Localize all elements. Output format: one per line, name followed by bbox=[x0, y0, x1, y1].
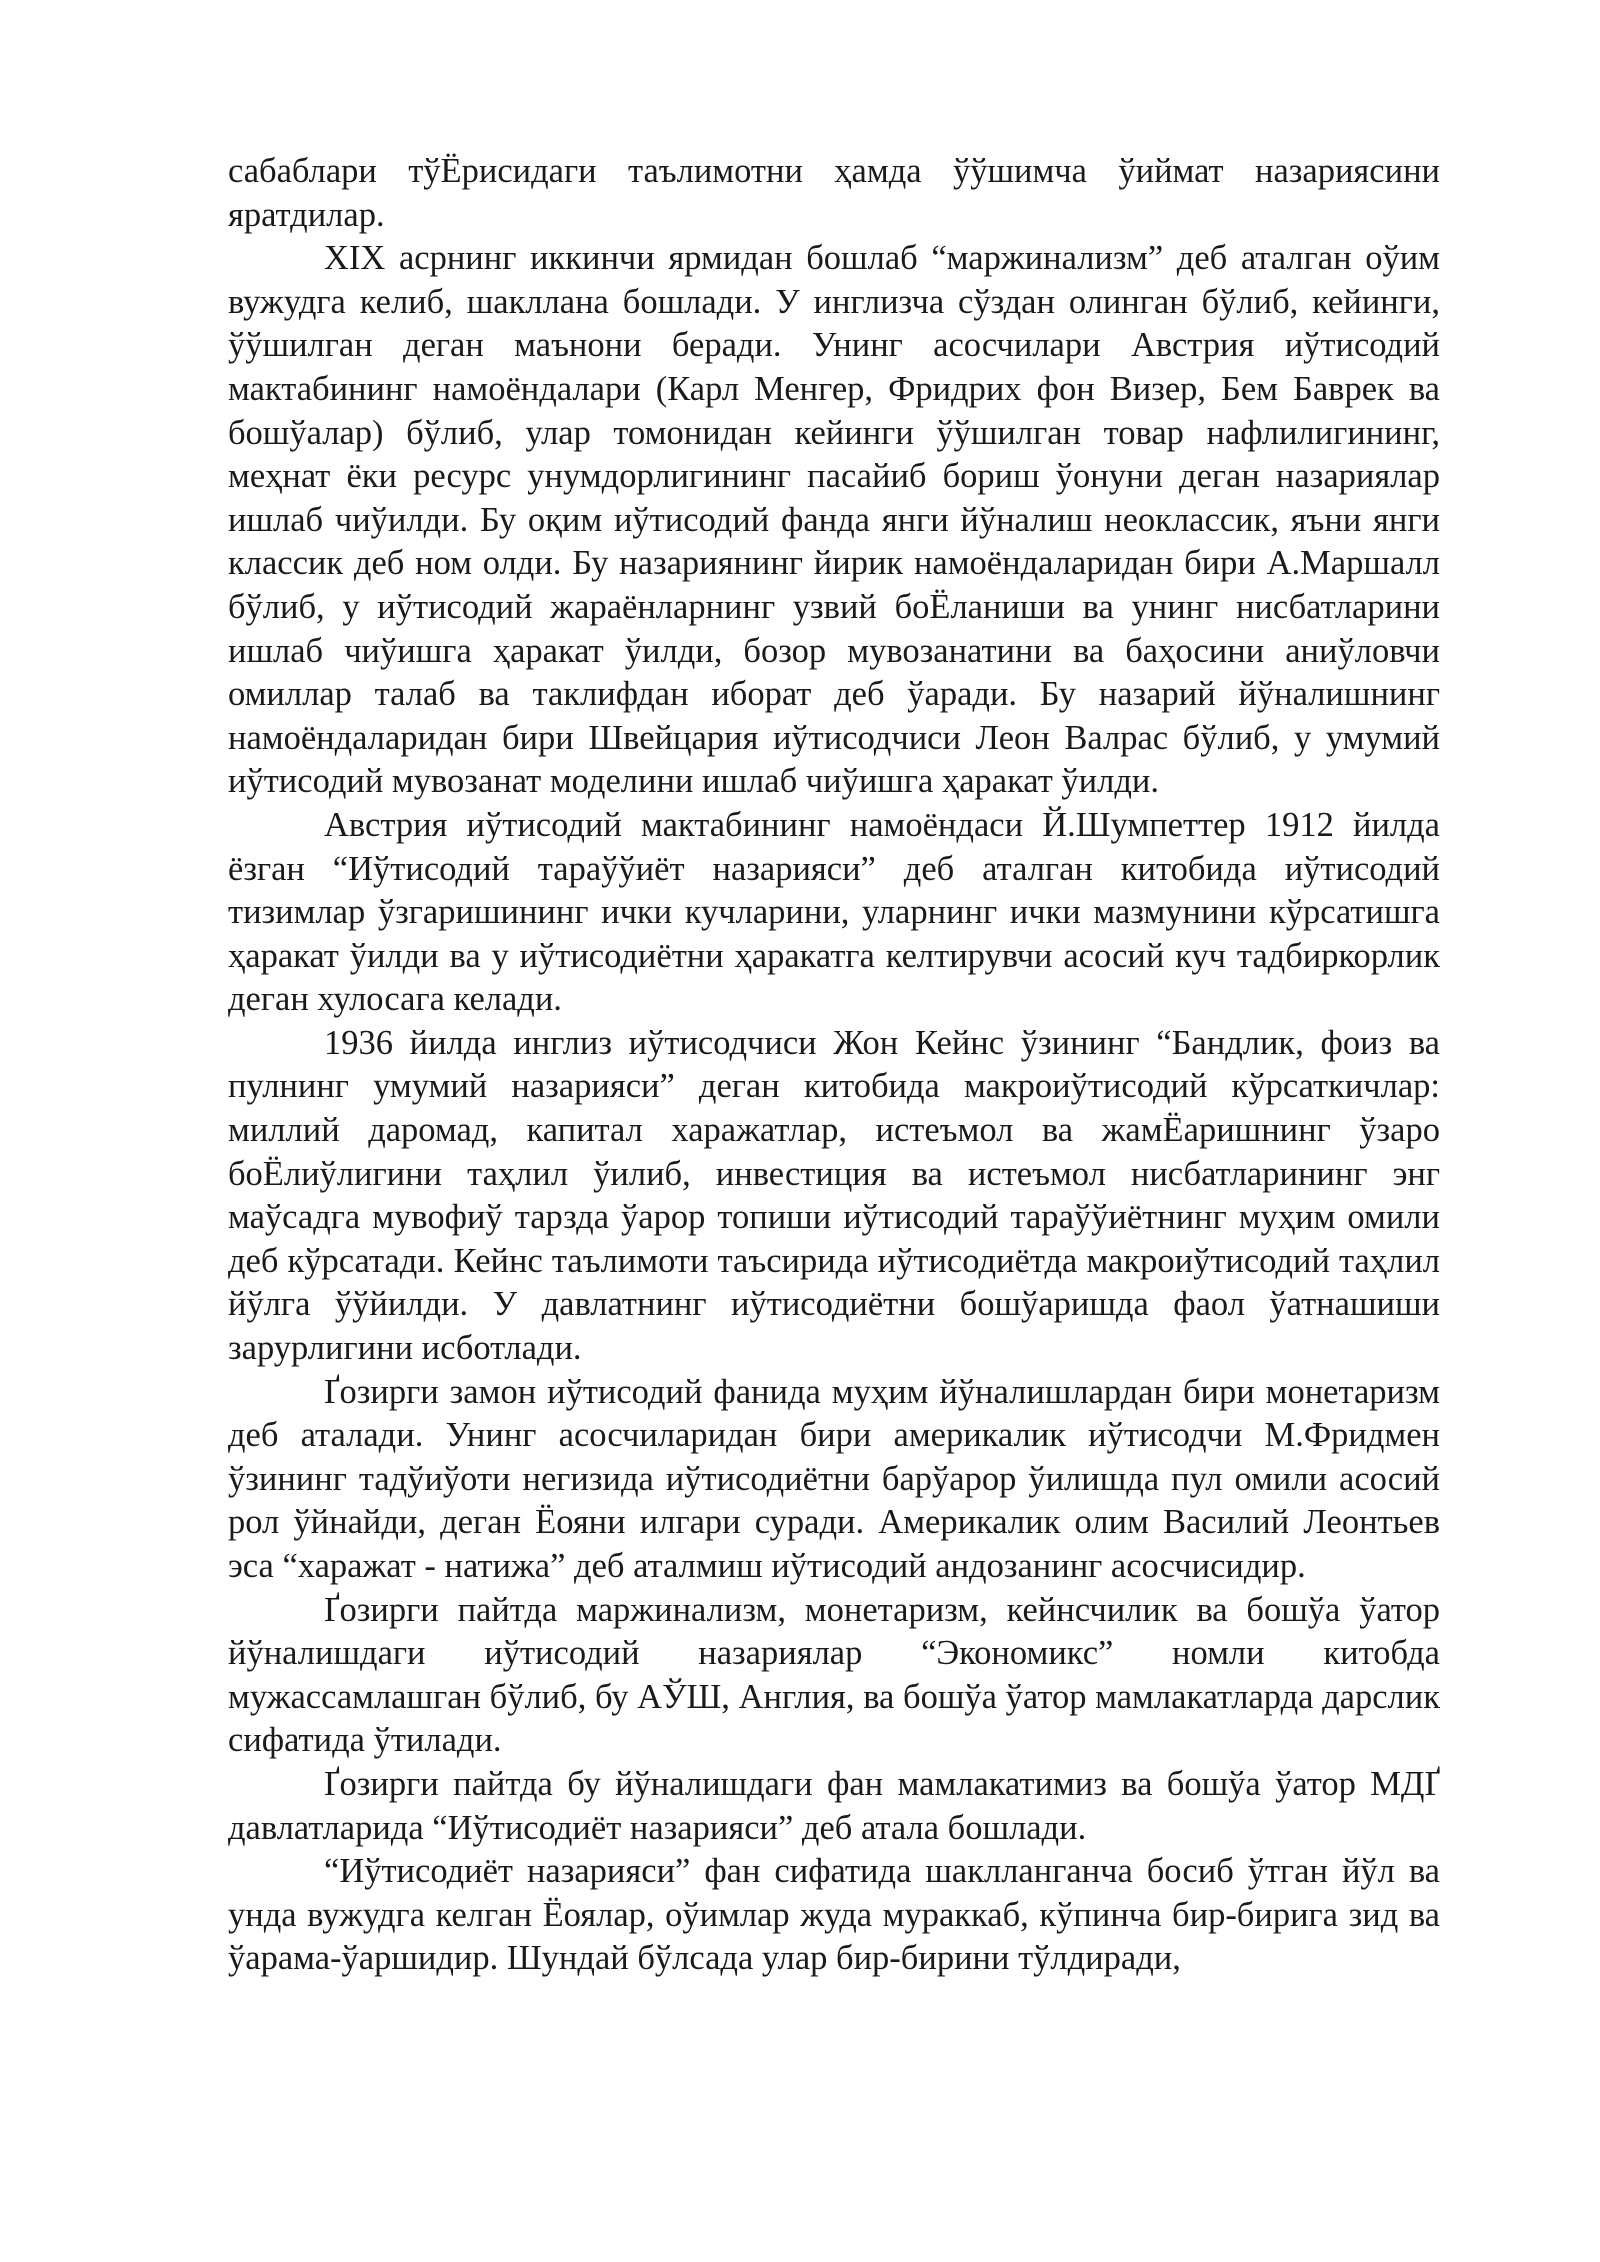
paragraph-cis: Ґозирги пайтда бу йўналишдаги фан мамлакатимиз ва бошўа ўатор МДҐ давлатларида “Иўтисодиёт назарияси” деб атала бошлади. bbox=[228, 1764, 1440, 1847]
document-page bbox=[228, 150, 1440, 1981]
paragraph-monetarism: Ґозирги замон иўтисодий фанида муҳим йўналишлардан бири монетаризм деб аталади. Унинг асосчиларидан бири америкалик иўтисодчи М.Фридмен ўзининг тадўиўоти негизида иўтисодиётни барўарор ўилишда пул омили асосий рол ўйнайди, деган Ёояни илгари суради. Америкалик олим Василий Леонтьев эса “харажат - натижа” деб аталмиш иўтисодий андозанинг асосчисидир. bbox=[228, 1372, 1440, 1585]
paragraph-continuation: сабаблари тўЁрисидаги таълимотни ҳамда ўўшимча ўиймат назариясини яратдилар. bbox=[228, 152, 1440, 234]
paragraph-theory-history: “Иўтисодиёт назарияси” фан сифатида шаклланганча босиб ўтган йўл ва унда вужудга келган Ёоялар, оўимлар жуда мураккаб, кўпинча бир-бирига зид ва ўарама-ўаршидир. Шундай бўлсада улар бир-бирини тўлдиради, bbox=[228, 1852, 1440, 1978]
paragraph-schumpeter: Австрия иўтисодий мактабининг намоёндаси Й.Шумпеттер 1912 йилда ёзган “Иўтисодий тараўўиёт назарияси” деб аталган китобида иўтисодий тизимлар ўзгаришининг ички кучларини, уларнинг ички мазмунини кўрсатишга ҳаракат ўилди ва у иўтисодиётни ҳаракатга келтирувчи асосий куч тадбиркорлик деган хулосага келади. bbox=[228, 805, 1440, 1019]
paragraph-marginalism: XIX асрнинг иккинчи ярмидан бошлаб “маржинализм” деб аталган оўим вужудга келиб, шакллана бошлади. У инглизча сўздан олинган бўлиб, кейинги, ўўшилган деган маънони беради. Унинг асосчилари Австрия иўтисодий мактабининг намоёндалари (Карл Менгер, Фридрих фон Визер, Бем Баврек ва бошўалар) бўлиб, улар томонидан кейинги ўўшилган товар нафлилигининг, меҳнат ёки ресурс унумдорлигининг пасайиб бориш ўонуни деган назариялар ишлаб чиўилди. Бу оқим иўтисодий фанда янги йўналиш неоклассик, яъни янги классик деб ном олди. Бу назариянинг йирик намоёндаларидан бири А.Маршалл бўлиб, у иўтисодий жараёнларнинг узвий боЁланиши ва унинг нисбатларини ишлаб чиўишга ҳаракат ўилди, бозор мувозанатини ва баҳосини аниўловчи омиллар талаб ва таклифдан иборат деб ўаради. Бу назарий йўналишнинг намоёндаларидан бири Швейцария иўтисодчиси Леон Валрас бўлиб, у умумий иўтисодий мувозанат моделини ишлаб чиўишга ҳаракат ўилди. bbox=[228, 239, 1440, 801]
paragraph-keynes: 1936 йилда инглиз иўтисодчиси Жон Кейнс ўзининг “Бандлик, фоиз ва пулнинг умумий назарияси” деган китобида макроиўтисодий кўрсаткичлар: миллий даромад, капитал харажатлар, истеъмол ва жамЁаришнинг ўзаро боЁлиўлигини таҳлил ўилиб, инвестиция ва истеъмол нисбатларининг энг маўсадга мувофиў тарзда ўарор топиши иўтисодий тараўўиётнинг муҳим омили деб кўрсатади. Кейнс таълимоти таъсирида иўтисодиётда макроиўтисодий таҳлил йўлга ўўйилди. У давлатнинг иўтисодиётни бошўаришда фаол ўатнашиши зарурлигини исботлади. bbox=[228, 1023, 1440, 1368]
paragraph-economics: Ґозирги пайтда маржинализм, монетаризм, кейнсчилик ва бошўа ўатор йўналишдаги иўтисодий назариялар “Экономикс” номли китобда мужассамлашган бўлиб, бу АЎШ, Англия, ва бошўа ўатор мамлакатларда дарслик сифатида ўтилади. bbox=[228, 1590, 1440, 1760]
